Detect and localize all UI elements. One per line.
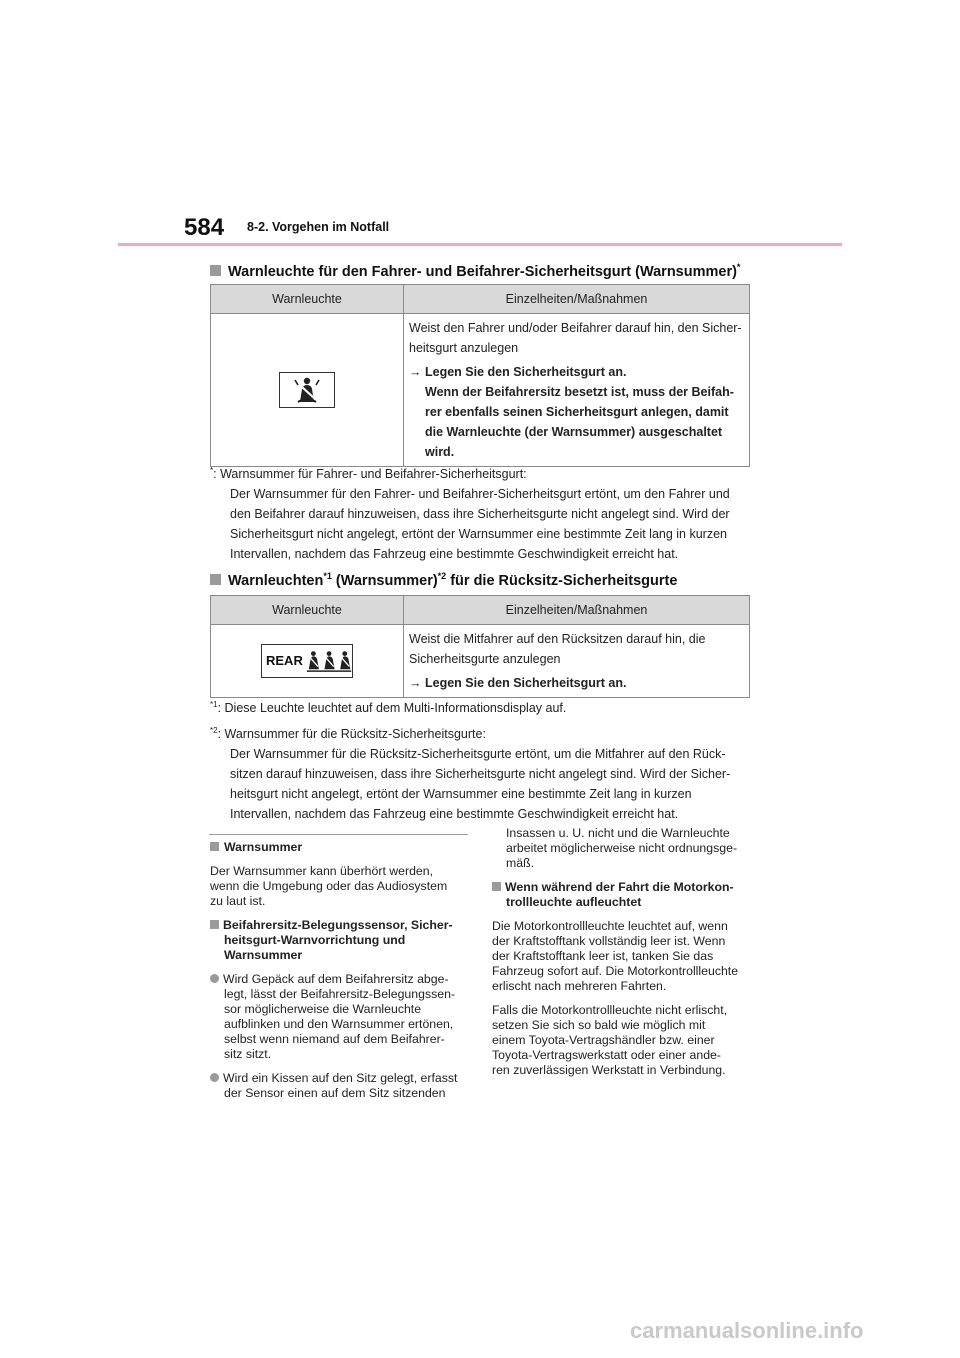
chapter-title: 8-2. Vorgehen im Notfall <box>247 220 390 234</box>
arrow-right-icon: → <box>409 365 422 379</box>
table1-action-line1: → Legen Sie den Sicherheitsgurt an. <box>409 362 744 382</box>
seatbelt-warning-icon <box>279 372 335 408</box>
left-column <box>210 840 472 1110</box>
page-number: 584 <box>184 214 225 241</box>
section1-footnote <box>210 461 770 564</box>
warnsummer-heading: Warnsummer <box>210 840 472 855</box>
cushion-continuation: Insassen u. U. nicht und die Warnleuchte arbeitet möglicherweise nicht ordnungsge- mäß. <box>506 826 738 870</box>
table2-desc-line2: Sicherheitsgurte anzulegen <box>409 652 561 666</box>
table2-icon-cell <box>211 625 404 698</box>
rear-seatbelt-warning-table <box>210 595 750 698</box>
warnsummer-paragraph: Der Warnsummer kann überhört werden, wenn die Umgebung oder das Audiosystem zu laut ist. <box>210 864 448 908</box>
table1-icon-cell <box>211 314 404 467</box>
table1-header-details: Einzelheiten/Maßnahmen <box>404 285 750 314</box>
footnote-line4: Intervallen, nachdem das Fahrzeug eine bestimmte Geschwindigkeit erreicht hat. <box>230 547 679 562</box>
footnote1-text: : Diese Leuchte leuchtet auf dem Multi-Informationsdisplay auf. <box>217 701 567 716</box>
square-bullet-icon <box>210 842 219 851</box>
section1-title: Warnleuchte für den Fahrer- und Beifahrer-Sicherheitsgurt (Warnsummer) <box>228 263 737 280</box>
footnote-line2: den Beifahrer darauf hinzuweisen, dass ihre Sicherheitsgurte nicht angelegt sind. Wird der <box>230 507 730 522</box>
footnote2-line2: sitzen darauf hinzuweisen, dass ihre Sicherheitsgurte nicht angelegt sind. Wird der Sicher- <box>230 767 731 782</box>
arrow-right-icon: → <box>409 676 422 690</box>
square-bullet-icon <box>492 882 501 891</box>
footnote2-line3: heitsgurt nicht angelegt, ertönt der Warnsummer eine bestimmte Zeit lang in kurzen <box>230 787 692 802</box>
rear-label: REAR <box>266 653 303 668</box>
table1-action-line4: die Warnleuchte (der Warnsummer) ausgeschaltet <box>425 425 723 439</box>
footnote2-line4: Intervallen, nachdem das Fahrzeug eine bestimmte Geschwindigkeit erreicht hat. <box>230 807 679 822</box>
footnote1-mark: *1 <box>210 700 218 709</box>
footnote-line3: Sicherheitsgurt nicht angelegt, ertönt der Warnsummer eine bestimmte Zeit lang in kurzen <box>230 527 727 542</box>
table2-detail-cell <box>404 625 750 698</box>
table1-action-line5: wird. <box>425 445 455 459</box>
sensor-heading: Beifahrersitz-Belegungssensor, Sicher- heitsgurt-Warnvorrichtung und Warnsummer <box>210 918 472 963</box>
section2-footnotes <box>210 695 770 824</box>
table2-header-light: Warnleuchte <box>211 596 404 625</box>
seatbelt-warning-table <box>210 284 750 467</box>
section1-title-footnote-mark: * <box>736 262 741 272</box>
right-column <box>492 826 754 1087</box>
column-divider <box>209 834 468 835</box>
table1-desc-line2: heitsgurt anzulegen <box>409 341 519 355</box>
table1-desc-line1: Weist den Fahrer und/oder Beifahrer darauf hin, den Sicher- <box>409 321 742 335</box>
square-bullet-icon <box>210 265 221 276</box>
footnote-line1: Der Warnsummer für den Fahrer- und Beifahrer-Sicherheitsgurt ertönt, um den Fahrer und <box>230 487 730 502</box>
footnote-head: : Warnsummer für Fahrer- und Beifahrer-Sicherheitsgurt: <box>213 467 527 482</box>
table1-detail-cell <box>404 314 750 467</box>
footnote2-line1: Der Warnsummer für die Rücksitz-Sicherheitsgurte ertönt, um die Mitfahrer auf den Rück- <box>230 747 726 762</box>
table1-action-line3: rer ebenfalls seinen Sicherheitsgurt anlegen, damit <box>425 405 729 419</box>
header-divider <box>118 243 842 246</box>
section1-heading <box>210 262 740 280</box>
engine-light-heading: Wenn während der Fahrt die Motorkon- trollleuchte aufleuchtet <box>492 880 754 910</box>
bullet-cushion: Wird ein Kissen auf den Sitz gelegt, erfasst der Sensor einen auf dem Sitz sitzenden <box>210 1071 472 1101</box>
table1-header-light: Warnleuchte <box>211 285 404 314</box>
table2-desc-line1: Weist die Mitfahrer auf den Rücksitzen darauf hin, die <box>409 632 706 646</box>
engine-light-paragraph2: Falls die Motorkontrollleuchte nicht erlischt, setzen Sie sich so bald wie möglich mit einem Toyota-Vertragshändler bzw. einer Toyota-Vertragswerkstatt oder einer ande- ren zuverlässigen Werkstatt in Verbindung. <box>492 1003 728 1077</box>
engine-light-paragraph1: Die Motorkontrollleuchte leuchtet auf, wenn der Kraftstofftank vollständig leer ist. Wenn der Kraftstofftank leer ist, tanken Sie das Fahrzeug sofort auf. Die Motorkontrollleuchte erlischt nach mehreren Fahrten. <box>492 919 739 993</box>
footnote2-head: : Warnsummer für die Rücksitz-Sicherheitsgurte: <box>217 727 486 742</box>
square-bullet-icon <box>210 574 221 585</box>
square-bullet-icon <box>210 920 219 929</box>
section2-heading: Warnleuchten$^{*1}$ (Warnsummer)$^{*2}$ für die Rücksitz-Sicherheitsgurte <box>210 571 677 589</box>
footnote-mark: * <box>210 466 214 475</box>
footnote2-mark: *2 <box>210 726 218 736</box>
bullet-luggage: Wird Gepäck auf dem Beifahrersitz abge- legt, lässt der Beifahrersitz-Belegungssen- sor möglicherweise die Warnleuchte aufblinken und den Warnsummer ertönen, selbst wenn niemand auf dem Beifahrer- sitz sitzt. <box>210 972 472 1062</box>
circle-bullet-icon <box>210 1073 219 1082</box>
rear-seatbelt-warning-icon <box>261 644 353 678</box>
table2-header-details: Einzelheiten/Maßnahmen <box>404 596 750 625</box>
footer-watermark: carmanualsonline.info <box>630 1318 864 1343</box>
table1-action-line2: Wenn der Beifahrersitz besetzt ist, muss der Beifah- <box>425 385 734 399</box>
circle-bullet-icon <box>210 974 219 983</box>
table2-action-line1: → Legen Sie den Sicherheitsgurt an. <box>409 673 744 693</box>
